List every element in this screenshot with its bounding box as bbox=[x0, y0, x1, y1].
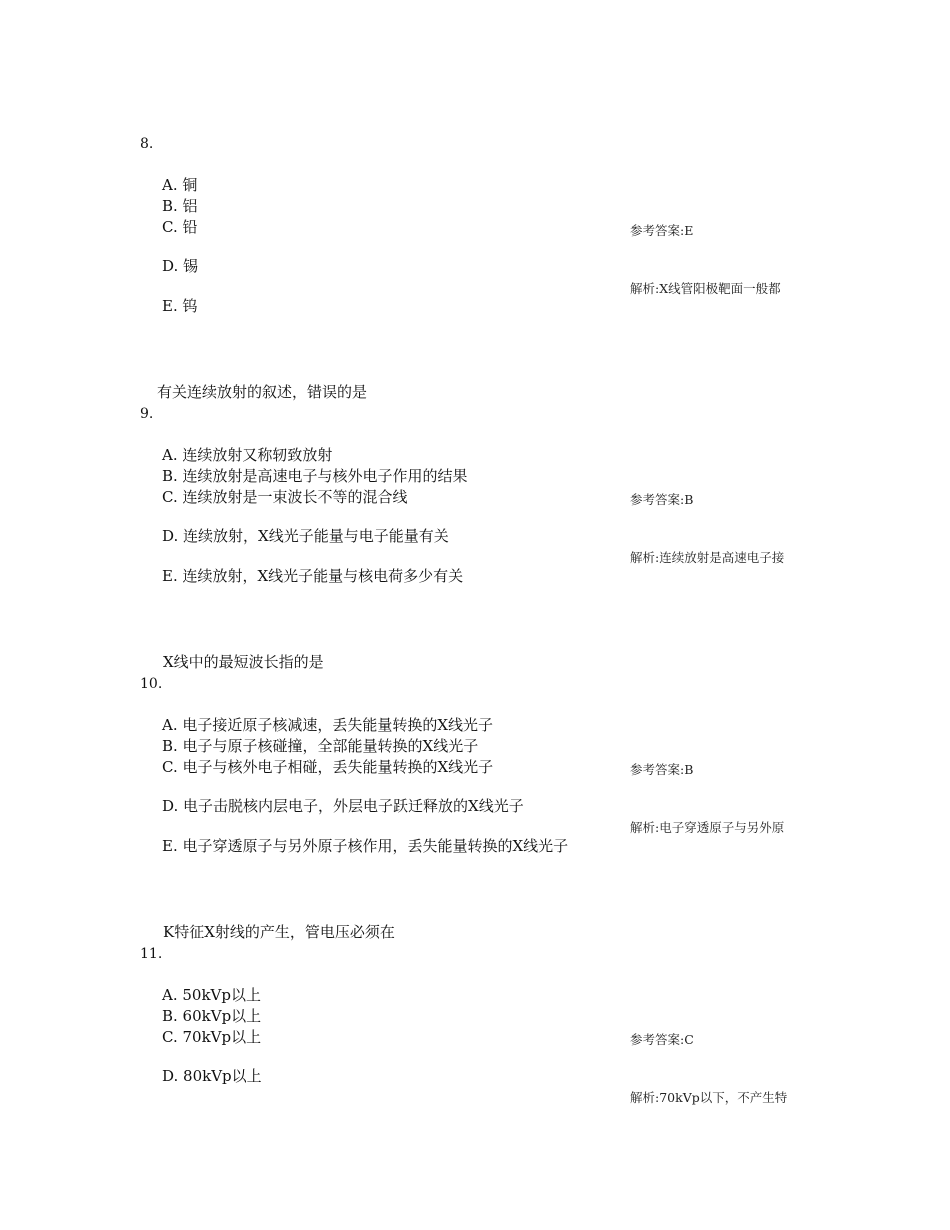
question-stem: X线中的最短波长指的是 bbox=[163, 653, 324, 671]
option-d[interactable]: D. 80kVp以上 bbox=[162, 1067, 262, 1085]
option-b[interactable]: B. 60kVp以上 bbox=[162, 1007, 262, 1025]
option-b[interactable]: B. 电子与原子核碰撞，全部能量转换的X线光子 bbox=[162, 737, 479, 755]
option-d[interactable]: D. 锡 bbox=[162, 257, 199, 275]
option-e[interactable]: E. 电子穿透原子与另外原子核作用，丢失能量转换的X线光子 bbox=[162, 837, 569, 855]
option-a[interactable]: A. 50kVp以上 bbox=[162, 986, 261, 1004]
reference-answer: 参考答案:E bbox=[630, 223, 694, 238]
option-a[interactable]: A. 电子接近原子核减速，丢失能量转换的X线光子 bbox=[162, 716, 494, 734]
option-c[interactable]: C. 电子与核外电子相碰，丢失能量转换的X线光子 bbox=[162, 758, 494, 776]
option-c[interactable]: C. 铅 bbox=[162, 218, 198, 236]
option-c[interactable]: C. 连续放射是一束波长不等的混合线 bbox=[162, 488, 408, 506]
question-number: 9. bbox=[140, 406, 154, 422]
analysis-text: 解析:70kVp以下，不产生特 bbox=[630, 1090, 788, 1105]
option-d[interactable]: D. 电子击脱核内层电子，外层电子跃迁释放的X线光子 bbox=[162, 797, 524, 815]
reference-answer: 参考答案:B bbox=[630, 492, 694, 507]
option-b[interactable]: B. 连续放射是高速电子与核外电子作用的结果 bbox=[162, 467, 468, 485]
question-number: 11. bbox=[140, 946, 163, 962]
question-number: 10. bbox=[140, 676, 163, 692]
option-d[interactable]: D. 连续放射，X线光子能量与电子能量有关 bbox=[162, 527, 449, 545]
question-number: 8. bbox=[140, 136, 154, 152]
reference-answer: 参考答案:C bbox=[630, 1032, 694, 1047]
question-stem: K特征X射线的产生，管电压必须在 bbox=[163, 923, 395, 941]
option-a[interactable]: A. 铜 bbox=[162, 176, 198, 194]
analysis-text: 解析:连续放射是高速电子接 bbox=[630, 550, 785, 565]
option-e[interactable]: E. 钨 bbox=[162, 297, 198, 315]
option-a[interactable]: A. 连续放射又称轫致放射 bbox=[162, 446, 333, 464]
question-stem: 有关连续放射的叙述，错误的是 bbox=[157, 383, 368, 401]
option-e[interactable]: E. 连续放射，X线光子能量与核电荷多少有关 bbox=[162, 567, 464, 585]
analysis-text: 解析:X线管阳极靶面一般都 bbox=[630, 281, 781, 296]
analysis-text: 解析:电子穿透原子与另外原 bbox=[630, 820, 785, 835]
option-c[interactable]: C. 70kVp以上 bbox=[162, 1028, 262, 1046]
reference-answer: 参考答案:B bbox=[630, 762, 694, 777]
option-b[interactable]: B. 铝 bbox=[162, 197, 198, 215]
